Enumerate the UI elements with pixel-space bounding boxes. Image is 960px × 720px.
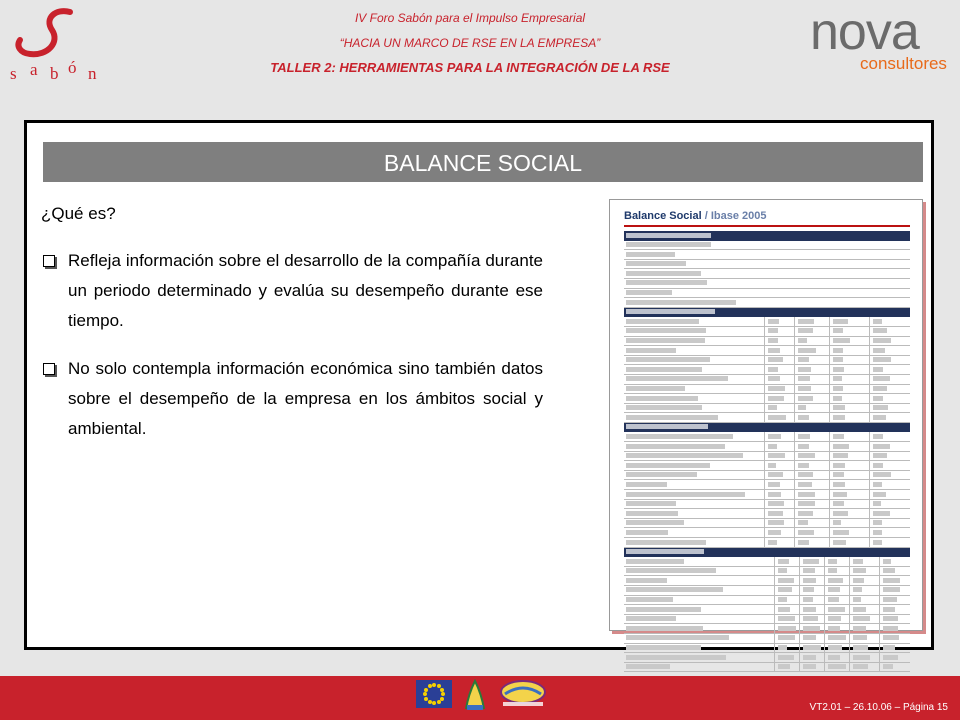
document-section-header	[624, 423, 910, 433]
document-table-row	[624, 413, 910, 423]
eu-star-icon	[437, 700, 441, 704]
eu-star-icon	[424, 697, 428, 701]
document-table-row	[624, 317, 910, 327]
proder-logo-icon	[495, 678, 551, 708]
document-table-row	[624, 644, 910, 654]
document-title-rule	[624, 225, 910, 227]
eu-star-icon	[440, 688, 444, 692]
bullet-text: No solo contempla información económica sino también datos sobre el desempeño de la empresa en los ámbitos social y ambiental.	[68, 359, 543, 438]
eu-star-icon	[423, 692, 427, 696]
sabon-logo-letters: s a b ó n	[10, 58, 97, 83]
document-table-row	[624, 375, 910, 385]
document-table-row	[624, 576, 910, 586]
document-table-row	[624, 327, 910, 337]
slide-footer	[0, 676, 960, 720]
document-table-row	[624, 365, 910, 375]
bullet-item	[41, 354, 543, 444]
balance-social-document-image	[609, 199, 923, 631]
bullet-text: Refleja información sobre el desarrollo de la compañía durante un periodo determinado y evalúa su desempeño durante ese tiempo.	[68, 251, 543, 330]
document-table-row	[624, 605, 910, 615]
eu-star-icon	[441, 692, 445, 696]
checkbox-bullet-icon	[43, 363, 55, 375]
document-table-row	[624, 538, 910, 548]
eu-star-icon	[428, 684, 432, 688]
question-heading: ¿Qué es?	[41, 204, 116, 223]
document-title: Balance Social / Ibase 2005	[624, 210, 767, 222]
forum-subtitle: “HACIA UN MARCO DE RSE EN LA EMPRESA”	[339, 36, 601, 50]
slide-content	[24, 120, 934, 650]
document-table-row	[624, 461, 910, 471]
document-table-row	[624, 279, 910, 289]
document-table-row	[624, 432, 910, 442]
document-table-row	[624, 269, 910, 279]
document-table-row	[624, 260, 910, 270]
document-table-row	[624, 490, 910, 500]
header-titles	[150, 10, 790, 75]
nova-logo-sub: consultores	[860, 54, 947, 73]
document-table-row	[624, 663, 910, 673]
workshop-title: TALLER 2: HERRAMIENTAS PARA LA INTEGRACIÓN DE LA RSE	[270, 60, 670, 75]
document-table-row	[624, 528, 910, 538]
regional-logo-icon	[462, 679, 488, 713]
eu-star-icon	[432, 683, 436, 687]
document-section-header	[624, 231, 910, 241]
document-table-row	[624, 298, 910, 308]
document-table-row	[624, 241, 910, 251]
forum-title: IV Foro Sabón para el Impulso Empresarial	[354, 11, 586, 25]
document-table-row	[624, 337, 910, 347]
document-table-row	[624, 519, 910, 529]
nova-logo-icon	[800, 3, 955, 78]
eu-flag-icon	[416, 680, 452, 708]
document-table-row	[624, 567, 910, 577]
document-table-row	[624, 557, 910, 567]
section-title: BALANCE SOCIAL	[43, 142, 923, 182]
document-table-row	[624, 346, 910, 356]
document-table-row	[624, 442, 910, 452]
nova-logo-word: nova	[810, 3, 919, 61]
document-table-row	[624, 480, 910, 490]
document-table-row	[624, 404, 910, 414]
eu-star-icon	[424, 688, 428, 692]
eu-star-icon	[428, 700, 432, 704]
bullet-item	[41, 246, 543, 336]
document-table-row	[624, 250, 910, 260]
eu-star-icon	[432, 701, 436, 705]
document-section-header	[624, 548, 910, 558]
slide-header	[0, 0, 960, 96]
document-section-header	[624, 308, 910, 318]
document-table-row	[624, 615, 910, 625]
bullet-list	[41, 246, 543, 462]
document-table-row	[624, 394, 910, 404]
document-table-row	[624, 653, 910, 663]
page-info: VT2.01 – 26.10.06 – Página 15	[809, 702, 948, 713]
document-table-row	[624, 500, 910, 510]
document-table-row	[624, 289, 910, 299]
document-table	[624, 231, 910, 672]
document-table-row	[624, 471, 910, 481]
document-table-row	[624, 596, 910, 606]
document-table-row	[624, 385, 910, 395]
document-table-row	[624, 586, 910, 596]
document-table-row	[624, 634, 910, 644]
document-table-row	[624, 356, 910, 366]
document-table-row	[624, 452, 910, 462]
checkbox-bullet-icon	[43, 255, 55, 267]
document-table-row	[624, 624, 910, 634]
document-table-row	[624, 509, 910, 519]
